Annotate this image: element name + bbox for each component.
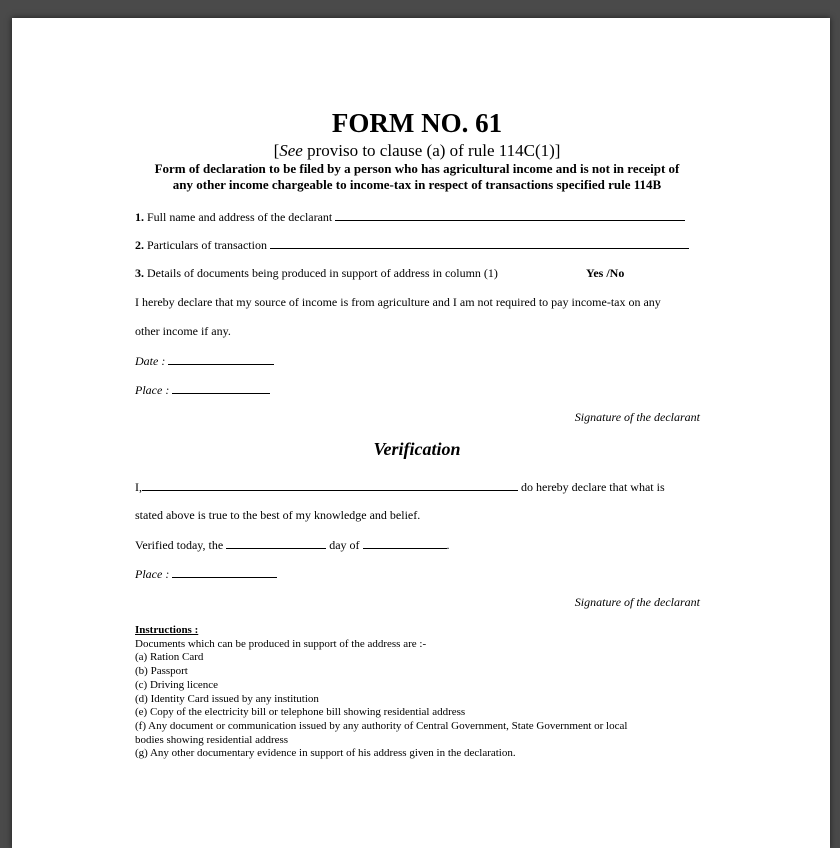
subtitle-rest: proviso to clause (a) of rule 114C(1)] bbox=[302, 141, 561, 160]
subtitle-bracket: [ bbox=[273, 141, 280, 160]
instruction-item: (c) Driving licence bbox=[135, 678, 219, 691]
date-field bbox=[135, 353, 274, 369]
verification-place-blank[interactable] bbox=[172, 566, 277, 578]
instruction-item: (a) Ration Card bbox=[135, 651, 204, 664]
field-3-number: 3. bbox=[135, 266, 144, 280]
day-of-label: day of bbox=[329, 538, 360, 552]
field-full-name bbox=[135, 209, 685, 225]
instruction-item: bodies showing residential address bbox=[135, 733, 289, 746]
instruction-item: (f) Any document or communication issued by any authority of Central Government, State Government or local bbox=[135, 719, 628, 732]
instruction-item: (e) Copy of the electricity bill or telephone bill showing residential address bbox=[135, 706, 466, 719]
verified-period: . bbox=[446, 538, 450, 552]
verifier-name-blank[interactable] bbox=[142, 479, 518, 491]
field-2-number: 2. bbox=[135, 238, 144, 252]
instruction-item: (d) Identity Card issued by any institution bbox=[135, 692, 319, 705]
verification-name-line bbox=[135, 479, 665, 495]
verification-place-label: Place : bbox=[135, 567, 170, 581]
description-line-2: any other income chargeable to income-tax in respect of transactions specified rule 114B bbox=[172, 177, 662, 192]
declaration-line-1: I hereby declare that my source of income is from agriculture and I am not required to pay income-tax on any bbox=[135, 295, 661, 309]
date-blank[interactable] bbox=[168, 353, 274, 365]
instructions-heading: Instructions : bbox=[135, 624, 199, 636]
place-label: Place : bbox=[135, 383, 170, 397]
verified-day-blank[interactable] bbox=[226, 537, 326, 549]
instructions-block bbox=[135, 624, 627, 761]
subtitle-see: See bbox=[279, 141, 303, 160]
form-subtitle bbox=[12, 141, 822, 161]
declarant-signature: Signature of the declarant bbox=[574, 410, 700, 424]
stated-line: stated above is true to the best of my knowledge and belief. bbox=[135, 508, 421, 522]
verified-label: Verified today, the bbox=[135, 538, 224, 552]
instructions-intro: Documents which can be produced in support of the address are :- bbox=[135, 637, 427, 650]
verification-signature: Signature of the declarant bbox=[574, 595, 700, 609]
field-1-number: 1. bbox=[135, 210, 144, 224]
i-label: I, bbox=[135, 480, 142, 494]
field-transaction bbox=[135, 237, 689, 253]
field-2-label: Particulars of transaction bbox=[144, 238, 267, 252]
verification-place-field bbox=[135, 566, 277, 582]
transaction-blank[interactable] bbox=[270, 237, 689, 249]
document-page bbox=[12, 18, 830, 848]
field-documents bbox=[135, 266, 498, 281]
form-title: FORM NO. 61 bbox=[331, 108, 503, 138]
form-description bbox=[12, 161, 822, 193]
verification-heading: Verification bbox=[373, 439, 461, 459]
yes-no-option[interactable]: Yes /No bbox=[586, 266, 625, 280]
declare-text: do hereby declare that what is bbox=[521, 480, 665, 494]
instruction-item: (g) Any other documentary evidence in support of his address given in the declaration. bbox=[135, 747, 516, 760]
place-field bbox=[135, 382, 270, 398]
place-blank[interactable] bbox=[172, 382, 270, 394]
field-3-label: Details of documents being produced in support of address in column (1) bbox=[144, 266, 498, 280]
declaration-line-2: other income if any. bbox=[135, 324, 231, 338]
field-1-label: Full name and address of the declarant bbox=[144, 210, 333, 224]
date-label: Date : bbox=[135, 354, 166, 368]
description-line-1: Form of declaration to be filed by a person who has agricultural income and is not in receipt of bbox=[154, 161, 680, 176]
full-name-blank[interactable] bbox=[335, 209, 685, 221]
verified-month-blank[interactable] bbox=[363, 537, 447, 549]
instruction-item: (b) Passport bbox=[135, 665, 188, 678]
verified-line bbox=[135, 537, 450, 553]
